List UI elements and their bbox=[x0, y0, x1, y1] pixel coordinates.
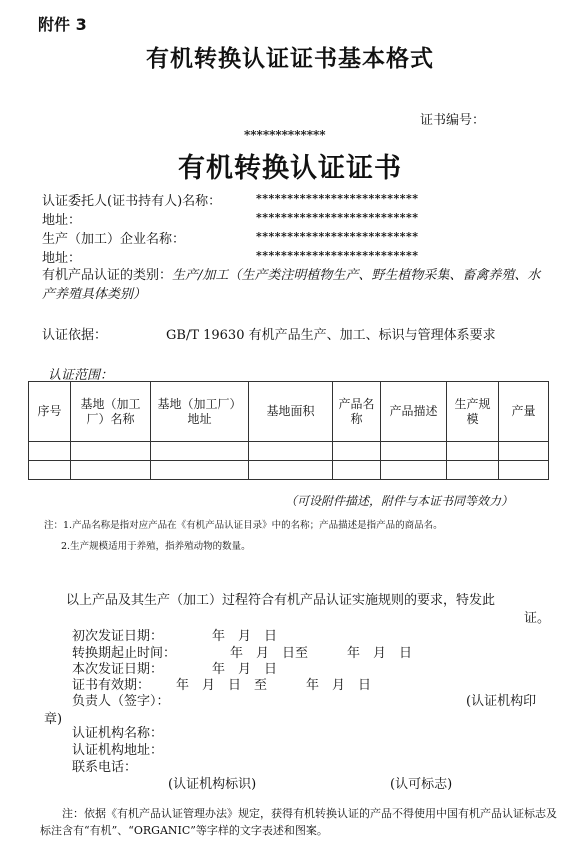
validity-period-value: 年 月 日 至 年 月 日 bbox=[176, 678, 372, 693]
initial-issue-date-label: 初次发证日期： bbox=[72, 629, 164, 644]
conversion-period-label: 转换期起止时间： bbox=[72, 646, 177, 661]
appendix-label: 附件 3 bbox=[38, 15, 87, 34]
note-1: 注：1.产品名称是指对应产品在《有机产品认证目录》中的名称；产品描述是指产品的商品名。 bbox=[44, 520, 443, 531]
accreditation-mark-placeholder: (认可标志) bbox=[390, 777, 453, 792]
conversion-period-value: 年 月 日至 年 月 日 bbox=[230, 646, 413, 661]
table-cell bbox=[249, 442, 333, 461]
table-cell bbox=[151, 461, 249, 480]
current-issue-date-label: 本次发证日期： bbox=[72, 662, 164, 677]
col-header-index: 序号 bbox=[29, 382, 71, 442]
col-header-scale: 生产规模 bbox=[447, 382, 499, 442]
table-header-row bbox=[29, 382, 549, 442]
cert-number-label: 证书编号： bbox=[420, 113, 486, 128]
conformity-statement: 以上产品及其生产（加工）过程符合有机产品认证实施规则的要求，特发此 bbox=[66, 593, 496, 608]
producer-name-label: 生产（加工）企业名称： bbox=[42, 232, 186, 247]
certification-category bbox=[42, 266, 552, 304]
col-header-product-desc: 产品描述 bbox=[381, 382, 447, 442]
table-cell bbox=[151, 442, 249, 461]
initial-issue-date-value: 年 月 日 bbox=[212, 629, 278, 644]
table-cell bbox=[381, 461, 447, 480]
address-value: ************************** bbox=[256, 211, 419, 224]
table-cell bbox=[71, 461, 151, 480]
responsible-person-label: 负责人（签字）： bbox=[72, 694, 170, 709]
org-phone-label: 联系电话： bbox=[72, 760, 138, 775]
table-cell bbox=[29, 442, 71, 461]
basis-label: 认证依据： bbox=[42, 328, 108, 343]
note-2: 2.生产规模适用于养殖，指养殖动物的数量。 bbox=[61, 541, 251, 552]
client-name-label: 认证委托人(证书持有人)名称： bbox=[42, 194, 222, 209]
table-row bbox=[29, 442, 549, 461]
scope-label: 认证范围： bbox=[48, 368, 114, 383]
category-value: 生产/加工（生产类注明植物生产、野生植物采集、畜禽养殖、水产养殖具体类别） bbox=[42, 268, 541, 302]
col-header-base-address: 基地（加工厂）地址 bbox=[151, 382, 249, 442]
table-cell bbox=[381, 442, 447, 461]
validity-period-label: 证书有效期： bbox=[72, 678, 151, 693]
col-header-base-name: 基地（加工厂）名称 bbox=[71, 382, 151, 442]
col-header-output: 产量 bbox=[499, 382, 549, 442]
col-header-product-name: 产品名称 bbox=[333, 382, 381, 442]
conformity-statement-end: 证。 bbox=[524, 611, 551, 626]
org-name-label: 认证机构名称： bbox=[72, 726, 164, 741]
current-issue-date-value: 年 月 日 bbox=[212, 662, 278, 677]
table-cell bbox=[249, 461, 333, 480]
col-header-area: 基地面积 bbox=[249, 382, 333, 442]
attachment-note: （可设附件描述，附件与本证书同等效力） bbox=[285, 494, 514, 508]
table-cell bbox=[499, 461, 549, 480]
table-row bbox=[29, 461, 549, 480]
document-title: 有机转换认证证书基本格式 bbox=[146, 46, 434, 72]
table-cell bbox=[333, 442, 381, 461]
producer-address-label: 地址： bbox=[42, 251, 82, 266]
table-cell bbox=[447, 442, 499, 461]
table-cell bbox=[71, 442, 151, 461]
category-label: 有机产品认证的类别： bbox=[42, 268, 173, 283]
seal-placeholder: (认证机构印 bbox=[466, 694, 537, 709]
producer-name-value: ************************** bbox=[256, 230, 419, 243]
org-logo-placeholder: (认证机构标识) bbox=[168, 777, 257, 792]
address-label: 地址： bbox=[42, 213, 82, 228]
cert-number-value: ************* bbox=[244, 128, 326, 142]
certificate-title: 有机转换认证证书 bbox=[178, 153, 402, 184]
basis-value: GB/T 19630 有机产品生产、加工、标识与管理体系要求 bbox=[166, 328, 496, 343]
table-cell bbox=[499, 442, 549, 461]
producer-address-value: ************************** bbox=[256, 249, 419, 262]
table-cell bbox=[333, 461, 381, 480]
table-cell bbox=[447, 461, 499, 480]
final-note: 注：依据《有机产品认证管理办法》规定，获得有机转换认证的产品不得使用中国有机产品认证标志及标注含有“有机”、“ORGANIC”等字样的文字表述和图案。 bbox=[40, 807, 557, 837]
org-address-label: 认证机构地址： bbox=[72, 743, 164, 758]
scope-table bbox=[28, 381, 549, 480]
client-name-value: ************************** bbox=[256, 192, 419, 205]
table-cell bbox=[29, 461, 71, 480]
seal-placeholder-cont: 章) bbox=[44, 712, 63, 727]
